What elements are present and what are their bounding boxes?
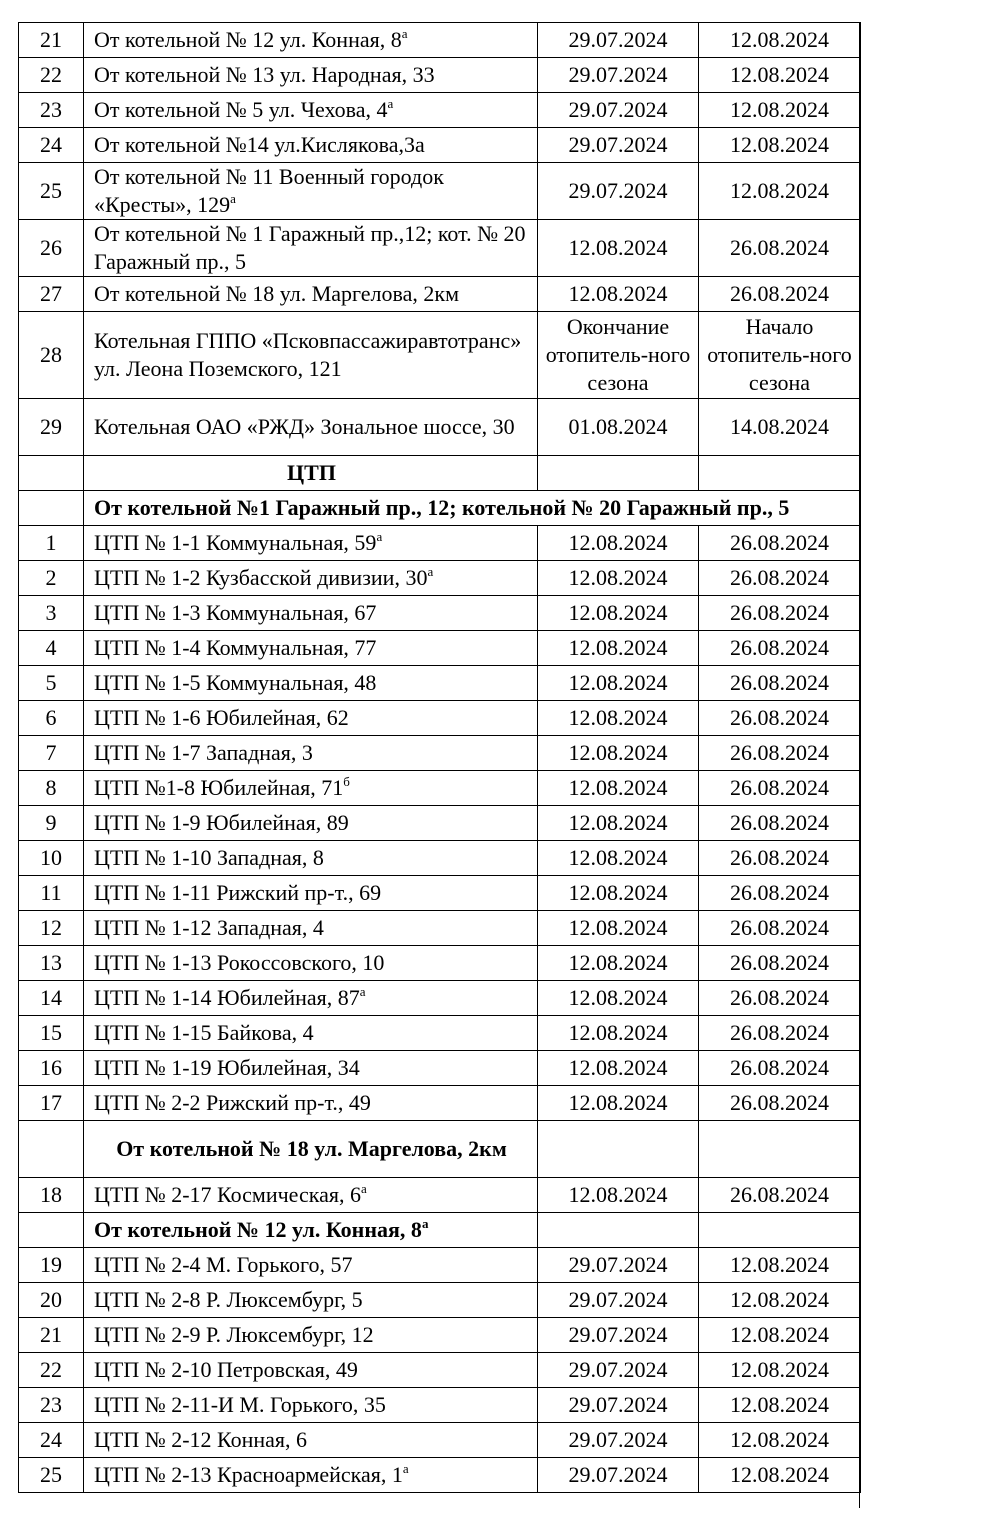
object-name-text: ЦТП № 1-4 Коммунальная, 77: [94, 635, 377, 660]
row-number: 29: [19, 399, 84, 456]
object-name: [84, 1353, 538, 1388]
row-number: 19: [19, 1248, 84, 1283]
object-name: [84, 23, 538, 58]
row-number: 22: [19, 58, 84, 93]
group-title-text: От котельной № 18 ул. Маргелова, 2км: [116, 1136, 507, 1161]
start-date: 12.08.2024: [538, 806, 699, 841]
object-name-text: ЦТП № 2-17 Космическая, 6: [94, 1182, 361, 1207]
end-date: 26.08.2024: [699, 220, 861, 277]
row-number: 5: [19, 666, 84, 701]
start-date: 12.08.2024: [538, 666, 699, 701]
object-name-text: ЦТП № 1-10 Западная, 8: [94, 845, 324, 870]
row-number: 24: [19, 1423, 84, 1458]
row-number: 25: [19, 163, 84, 220]
empty-cell: [699, 1213, 861, 1248]
start-date: 29.07.2024: [538, 1248, 699, 1283]
row-number: 8: [19, 771, 84, 806]
start-date: 12.08.2024: [538, 526, 699, 561]
start-date: 12.08.2024: [538, 981, 699, 1016]
row-number: 10: [19, 841, 84, 876]
end-date: 26.08.2024: [699, 666, 861, 701]
table-row: [19, 806, 861, 841]
row-number: 21: [19, 1318, 84, 1353]
superscript-note: а: [427, 564, 434, 579]
empty-cell: [699, 1121, 861, 1178]
end-date: 26.08.2024: [699, 631, 861, 666]
object-name-text: ЦТП № 1-19 Юбилейная, 34: [94, 1055, 360, 1080]
start-date: 29.07.2024: [538, 1388, 699, 1423]
end-date: 26.08.2024: [699, 876, 861, 911]
table-row: [19, 771, 861, 806]
object-name: [84, 1051, 538, 1086]
empty-cell: [19, 1213, 84, 1248]
object-name-text: ЦТП № 1-15 Байкова, 4: [94, 1020, 314, 1045]
end-date: 12.08.2024: [699, 1283, 861, 1318]
start-date: 12.08.2024: [538, 277, 699, 312]
object-name: [84, 946, 538, 981]
group-title: [84, 491, 861, 526]
object-name-text: Котельная ОАО «РЖД» Зональное шоссе, 30: [94, 414, 515, 439]
object-name: [84, 1283, 538, 1318]
object-name: [84, 596, 538, 631]
end-date: 12.08.2024: [699, 23, 861, 58]
object-name: [84, 736, 538, 771]
table-row: [19, 277, 861, 312]
group-title: [84, 1121, 538, 1178]
row-number: 17: [19, 1086, 84, 1121]
object-name-text: От котельной № 1 Гаражный пр.,12; кот. № 20 Гаражный пр., 5: [94, 221, 526, 274]
end-date: 26.08.2024: [699, 596, 861, 631]
group-title-text: От котельной №1 Гаражный пр., 12; котельной № 20 Гаражный пр., 5: [94, 495, 790, 520]
table-row: [19, 220, 861, 277]
object-name-text: ЦТП № 2-2 Рижский пр-т., 49: [94, 1090, 371, 1115]
object-name-text: От котельной №14 ул.Кислякова,3а: [94, 132, 425, 157]
table-row: [19, 631, 861, 666]
empty-cell: [538, 456, 699, 491]
object-name-text: ЦТП № 1-13 Рокоссовского, 10: [94, 950, 385, 975]
schedule-table: [18, 22, 861, 1493]
start-date: Окончание отопитель-ного сезона: [538, 312, 699, 399]
object-name: [84, 1248, 538, 1283]
row-number: 12: [19, 911, 84, 946]
empty-cell: [19, 491, 84, 526]
superscript-note: а: [387, 96, 394, 111]
row-number: 6: [19, 701, 84, 736]
start-date: 29.07.2024: [538, 1353, 699, 1388]
group-title: [84, 456, 538, 491]
table-row: [19, 1283, 861, 1318]
superscript-note: а: [402, 1461, 409, 1476]
table-row: [19, 399, 861, 456]
end-date: 12.08.2024: [699, 128, 861, 163]
object-name-text: ЦТП № 2-9 Р. Люксембург, 12: [94, 1322, 374, 1347]
start-date: 29.07.2024: [538, 128, 699, 163]
end-date: 26.08.2024: [699, 277, 861, 312]
object-name-text: ЦТП № 2-10 Петровская, 49: [94, 1357, 358, 1382]
end-date: 12.08.2024: [699, 58, 861, 93]
table-row: [19, 1388, 861, 1423]
table-row: [19, 1178, 861, 1213]
object-name: [84, 312, 538, 399]
row-number: 23: [19, 93, 84, 128]
superscript-note: а: [401, 26, 408, 41]
row-number: 2: [19, 561, 84, 596]
object-name-text: ЦТП № 1-5 Коммунальная, 48: [94, 670, 377, 695]
group-header-row: [19, 1121, 861, 1178]
object-name-text: ЦТП № 1-7 Западная, 3: [94, 740, 313, 765]
object-name: [84, 277, 538, 312]
end-date: 26.08.2024: [699, 1086, 861, 1121]
table-row: [19, 946, 861, 981]
empty-cell: [19, 456, 84, 491]
end-date: 26.08.2024: [699, 736, 861, 771]
object-name-text: ЦТП № 2-13 Красноармейская, 1: [94, 1462, 403, 1487]
row-number: 3: [19, 596, 84, 631]
end-date: 12.08.2024: [699, 1248, 861, 1283]
table-row: [19, 876, 861, 911]
end-date: 12.08.2024: [699, 1353, 861, 1388]
object-name: [84, 701, 538, 736]
row-number: 4: [19, 631, 84, 666]
start-date: 12.08.2024: [538, 911, 699, 946]
table-row: [19, 666, 861, 701]
end-date: 14.08.2024: [699, 399, 861, 456]
object-name-text: От котельной № 18 ул. Маргелова, 2км: [94, 281, 459, 306]
table-row: [19, 911, 861, 946]
object-name: [84, 666, 538, 701]
object-name-text: От котельной № 12 ул. Конная, 8: [94, 27, 402, 52]
table-row: [19, 526, 861, 561]
start-date: 12.08.2024: [538, 1086, 699, 1121]
object-name-text: ЦТП № 2-4 М. Горького, 57: [94, 1252, 353, 1277]
end-date: 26.08.2024: [699, 911, 861, 946]
table-row: [19, 58, 861, 93]
row-number: 28: [19, 312, 84, 399]
table-row: [19, 23, 861, 58]
table-row: [19, 736, 861, 771]
end-date: 26.08.2024: [699, 561, 861, 596]
object-name: [84, 163, 538, 220]
object-name: [84, 220, 538, 277]
object-name: [84, 771, 538, 806]
start-date: 12.08.2024: [538, 561, 699, 596]
row-number: 21: [19, 23, 84, 58]
end-date: 12.08.2024: [699, 1423, 861, 1458]
end-date: 12.08.2024: [699, 93, 861, 128]
table-row: [19, 93, 861, 128]
row-number: 24: [19, 128, 84, 163]
row-number: 26: [19, 220, 84, 277]
superscript-note: а: [230, 191, 236, 206]
start-date: 12.08.2024: [538, 841, 699, 876]
start-date: 12.08.2024: [538, 771, 699, 806]
object-name-text: ЦТП № 1-1 Коммунальная, 59: [94, 530, 377, 555]
table-row: [19, 701, 861, 736]
object-name: [84, 841, 538, 876]
schedule-table-body: [19, 23, 861, 1493]
row-number: 1: [19, 526, 84, 561]
object-name-text: ЦТП № 2-12 Конная, 6: [94, 1427, 308, 1452]
end-date: 12.08.2024: [699, 1388, 861, 1423]
empty-cell: [538, 1213, 699, 1248]
row-number: 16: [19, 1051, 84, 1086]
group-header-row: [19, 491, 861, 526]
end-date: 26.08.2024: [699, 771, 861, 806]
start-date: 29.07.2024: [538, 93, 699, 128]
superscript-note: а: [376, 529, 383, 544]
start-date: 29.07.2024: [538, 1283, 699, 1318]
table-row: [19, 841, 861, 876]
object-name-text: ЦТП №1-8 Юбилейная, 71: [94, 775, 344, 800]
object-name-text: ЦТП № 1-3 Коммунальная, 67: [94, 600, 377, 625]
empty-cell: [19, 1121, 84, 1178]
end-date: 26.08.2024: [699, 526, 861, 561]
end-date: 12.08.2024: [699, 1318, 861, 1353]
superscript-note: а: [361, 1181, 367, 1196]
row-number: 27: [19, 277, 84, 312]
start-date: 12.08.2024: [538, 596, 699, 631]
start-date: 29.07.2024: [538, 1458, 699, 1493]
object-name: [84, 1016, 538, 1051]
table-row: [19, 561, 861, 596]
superscript-note: а: [359, 984, 366, 999]
table-row: [19, 1086, 861, 1121]
start-date: 12.08.2024: [538, 701, 699, 736]
object-name-text: ЦТП № 1-2 Кузбасской дивизии, 30: [94, 565, 428, 590]
table-row: [19, 1458, 861, 1493]
table-row: [19, 1423, 861, 1458]
object-name: [84, 1388, 538, 1423]
start-date: 12.08.2024: [538, 1051, 699, 1086]
object-name-text: От котельной № 11 Военный городок «Кресты», 129: [94, 164, 444, 217]
start-date: 12.08.2024: [538, 946, 699, 981]
object-name-text: ЦТП № 2-8 Р. Люксембург, 5: [94, 1287, 363, 1312]
row-number: 23: [19, 1388, 84, 1423]
end-date: Начало отопитель-ного сезона: [699, 312, 861, 399]
object-name-text: От котельной № 5 ул. Чехова, 4: [94, 97, 388, 122]
end-date: 26.08.2024: [699, 981, 861, 1016]
object-name: [84, 876, 538, 911]
row-number: 18: [19, 1178, 84, 1213]
table-row: [19, 163, 861, 220]
start-date: 29.07.2024: [538, 1318, 699, 1353]
row-number: 13: [19, 946, 84, 981]
object-name: [84, 981, 538, 1016]
table-row: [19, 1353, 861, 1388]
start-date: 12.08.2024: [538, 631, 699, 666]
object-name-text: ЦТП № 1-6 Юбилейная, 62: [94, 705, 349, 730]
start-date: 29.07.2024: [538, 23, 699, 58]
group-title-text: От котельной № 12 ул. Конная, 8: [94, 1217, 422, 1242]
object-name-text: Котельная ГППО «Псковпассажиравтотранс» ул. Леона Поземского, 121: [94, 328, 522, 381]
object-name: [84, 526, 538, 561]
object-name: [84, 1086, 538, 1121]
empty-cell: [538, 1121, 699, 1178]
group-header-row: [19, 456, 861, 491]
table-row: [19, 1016, 861, 1051]
object-name: [84, 58, 538, 93]
object-name: [84, 128, 538, 163]
table-row: [19, 312, 861, 399]
start-date: 12.08.2024: [538, 876, 699, 911]
start-date: 29.07.2024: [538, 163, 699, 220]
start-date: 12.08.2024: [538, 1016, 699, 1051]
object-name-text: ЦТП № 1-14 Юбилейная, 87: [94, 985, 360, 1010]
object-name: [84, 806, 538, 841]
table-row: [19, 981, 861, 1016]
row-number: 20: [19, 1283, 84, 1318]
row-number: 22: [19, 1353, 84, 1388]
object-name-text: ЦТП № 1-9 Юбилейная, 89: [94, 810, 349, 835]
object-name-text: ЦТП № 2-11-И М. Горького, 35: [94, 1392, 386, 1417]
start-date: 12.08.2024: [538, 220, 699, 277]
object-name: [84, 399, 538, 456]
group-header-row: [19, 1213, 861, 1248]
row-number: 15: [19, 1016, 84, 1051]
end-date: 12.08.2024: [699, 163, 861, 220]
table-row: [19, 596, 861, 631]
table-right-edge: [859, 22, 860, 1508]
superscript-note: а: [421, 1216, 429, 1231]
end-date: 26.08.2024: [699, 841, 861, 876]
object-name-text: ЦТП № 1-11 Рижский пр-т., 69: [94, 880, 382, 905]
object-name: [84, 1178, 538, 1213]
table-row: [19, 128, 861, 163]
empty-cell: [699, 456, 861, 491]
object-name-text: ЦТП № 1-12 Западная, 4: [94, 915, 324, 940]
object-name: [84, 911, 538, 946]
object-name-text: От котельной № 13 ул. Народная, 33: [94, 62, 435, 87]
end-date: 26.08.2024: [699, 1178, 861, 1213]
row-number: 14: [19, 981, 84, 1016]
end-date: 26.08.2024: [699, 806, 861, 841]
table-row: [19, 1051, 861, 1086]
end-date: 26.08.2024: [699, 1051, 861, 1086]
row-number: 25: [19, 1458, 84, 1493]
object-name: [84, 1423, 538, 1458]
group-title-text: ЦТП: [287, 460, 336, 485]
row-number: 7: [19, 736, 84, 771]
start-date: 12.08.2024: [538, 1178, 699, 1213]
object-name: [84, 631, 538, 666]
start-date: 29.07.2024: [538, 1423, 699, 1458]
object-name: [84, 561, 538, 596]
start-date: 01.08.2024: [538, 399, 699, 456]
end-date: 26.08.2024: [699, 701, 861, 736]
object-name: [84, 93, 538, 128]
group-title: [84, 1213, 538, 1248]
end-date: 26.08.2024: [699, 946, 861, 981]
row-number: 9: [19, 806, 84, 841]
row-number: 11: [19, 876, 84, 911]
end-date: 12.08.2024: [699, 1458, 861, 1493]
start-date: 12.08.2024: [538, 736, 699, 771]
end-date: 26.08.2024: [699, 1016, 861, 1051]
table-row: [19, 1248, 861, 1283]
superscript-note: б: [343, 774, 350, 789]
table-row: [19, 1318, 861, 1353]
object-name: [84, 1458, 538, 1493]
start-date: 29.07.2024: [538, 58, 699, 93]
object-name: [84, 1318, 538, 1353]
